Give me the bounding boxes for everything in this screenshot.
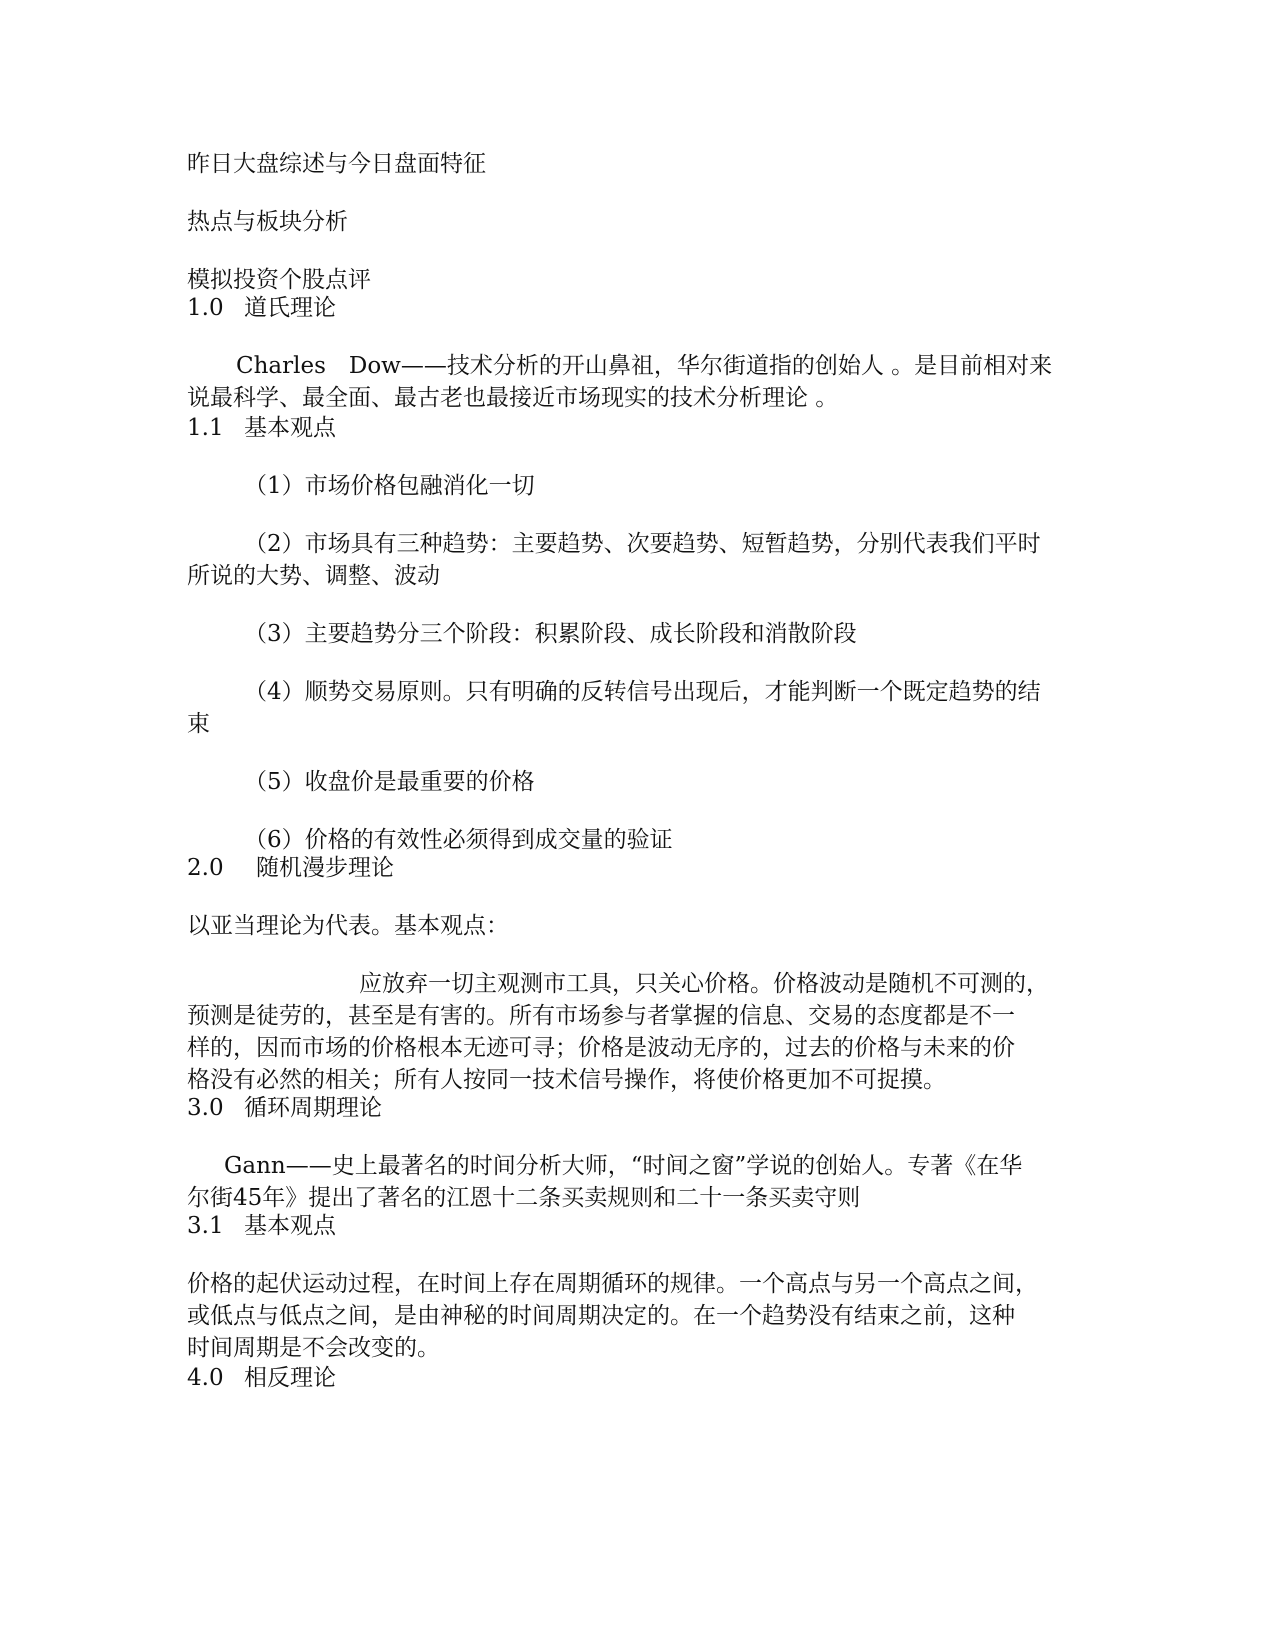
heading-market-review: 昨日大盘综述与今日盘面特征 bbox=[187, 151, 486, 177]
paragraph-line: 应放弃一切主观测市工具，只关心价格。价格波动是随机不可测的， bbox=[359, 971, 1049, 997]
section-title: 基本观点 bbox=[244, 1213, 336, 1239]
section-heading-4-0 bbox=[187, 1361, 336, 1395]
section-number: 3.0 bbox=[187, 1095, 224, 1121]
list-item: （3）主要趋势分三个阶段：积累阶段、成长阶段和消散阶段 bbox=[244, 621, 857, 647]
section-number: 1.1 bbox=[187, 415, 224, 441]
section-number: 2.0 bbox=[187, 855, 224, 881]
section-title: 相反理论 bbox=[244, 1365, 336, 1391]
paragraph-line: 预测是徒劳的，甚至是有害的。所有市场参与者掌握的信息、交易的态度都是不一 bbox=[187, 1003, 1015, 1029]
section-heading-1-1 bbox=[187, 411, 336, 445]
section-heading-2-0 bbox=[187, 851, 394, 885]
list-item: （4）顺势交易原则。只有明确的反转信号出现后，才能判断一个既定趋势的结 bbox=[244, 679, 1041, 705]
paragraph-line: 格没有必然的相关；所有人按同一技术信号操作，将使价格更加不可捉摸。 bbox=[187, 1067, 946, 1093]
paragraph-line: 以亚当理论为代表。基本观点： bbox=[187, 913, 509, 939]
paragraph-line: 样的，因而市场的价格根本无迹可寻；价格是波动无序的，过去的价格与未来的价 bbox=[187, 1035, 1015, 1061]
list-item: （6）价格的有效性必须得到成交量的验证 bbox=[244, 827, 673, 853]
section-number: 3.1 bbox=[187, 1213, 224, 1239]
heading-simulated-investment: 模拟投资个股点评 bbox=[187, 267, 371, 293]
list-item: （5）收盘价是最重要的价格 bbox=[244, 769, 535, 795]
paragraph-line: 说最科学、最全面、最古老也最接近市场现实的技术分析理论 。 bbox=[187, 385, 839, 411]
list-item: （1）市场价格包融消化一切 bbox=[244, 473, 535, 499]
section-heading-3-1 bbox=[187, 1209, 336, 1243]
paragraph-line: Charles Dow——技术分析的开山鼻祖，华尔街道指的创始人 。是目前相对来 bbox=[236, 353, 1053, 379]
list-item-continuation: 所说的大势、调整、波动 bbox=[187, 563, 440, 589]
paragraph-line: 或低点与低点之间，是由神秘的时间周期决定的。在一个趋势没有结束之前，这种 bbox=[187, 1303, 1015, 1329]
section-title: 基本观点 bbox=[244, 415, 336, 441]
section-heading-1-0 bbox=[187, 291, 336, 325]
paragraph-line: Gann——史上最著名的时间分析大师，“时间之窗”学说的创始人。专著《在华 bbox=[224, 1153, 1023, 1179]
section-title: 循环周期理论 bbox=[244, 1095, 382, 1121]
list-item-continuation: 束 bbox=[187, 711, 210, 737]
section-number: 1.0 bbox=[187, 295, 224, 321]
heading-hotspot-analysis: 热点与板块分析 bbox=[187, 209, 348, 235]
paragraph-line: 时间周期是不会改变的。 bbox=[187, 1335, 440, 1361]
paragraph-line: 价格的起伏运动过程，在时间上存在周期循环的规律。一个高点与另一个高点之间， bbox=[187, 1271, 1038, 1297]
list-item: （2）市场具有三种趋势：主要趋势、次要趋势、短暂趋势，分别代表我们平时 bbox=[244, 531, 1041, 557]
section-title: 随机漫步理论 bbox=[256, 855, 394, 881]
section-title: 道氏理论 bbox=[244, 295, 336, 321]
section-number: 4.0 bbox=[187, 1365, 224, 1391]
paragraph-line: 尔街45年》提出了著名的江恩十二条买卖规则和二十一条买卖守则 bbox=[187, 1185, 861, 1211]
section-heading-3-0 bbox=[187, 1091, 382, 1125]
